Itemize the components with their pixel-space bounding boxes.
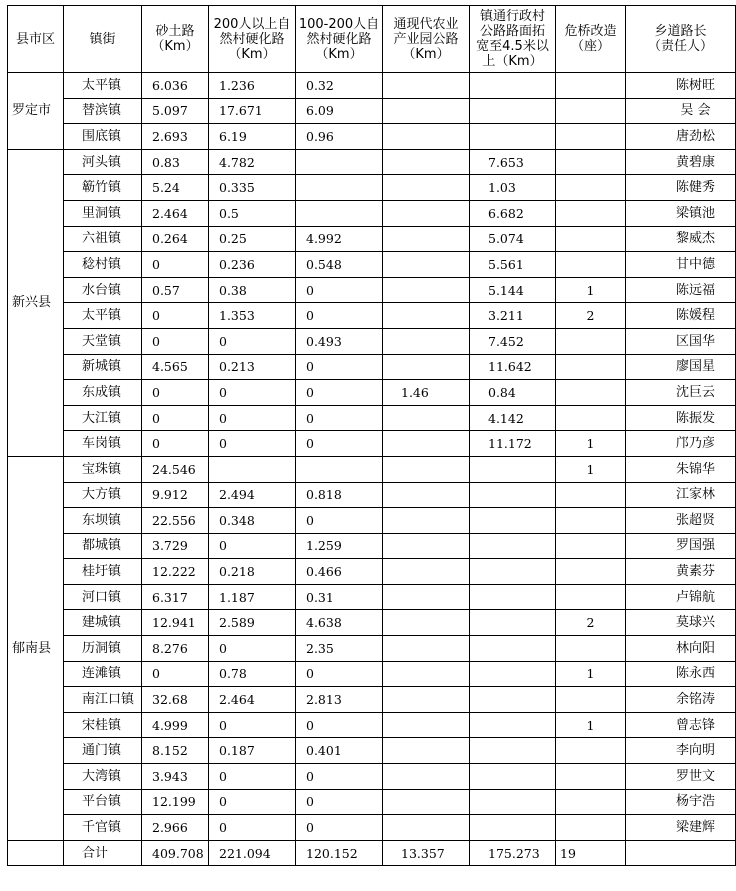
widen-cell — [470, 98, 556, 124]
sand-cell: 12.941 — [142, 610, 209, 636]
town-cell: 通门镇 — [64, 738, 142, 764]
header-town: 镇街 — [64, 6, 142, 73]
over200-cell: 0.218 — [209, 559, 296, 585]
table-row — [8, 354, 736, 380]
widen-cell — [470, 687, 556, 713]
bridge-cell — [556, 252, 626, 278]
over200-cell — [209, 456, 296, 482]
town-cell: 车岗镇 — [64, 431, 142, 457]
sand-cell: 0 — [142, 380, 209, 406]
widen-cell — [470, 738, 556, 764]
chief-cell: 陈媛程 — [626, 303, 736, 329]
town-cell: 历洞镇 — [64, 636, 142, 662]
sand-cell: 6.317 — [142, 584, 209, 610]
widen-cell — [470, 456, 556, 482]
sand-cell: 32.68 — [142, 687, 209, 713]
over200-cell: 0.187 — [209, 738, 296, 764]
town-cell: 河头镇 — [64, 149, 142, 175]
sand-cell: 2.966 — [142, 815, 209, 841]
agri-cell — [383, 636, 470, 662]
town-cell: 簕竹镇 — [64, 175, 142, 201]
sand-cell: 0 — [142, 661, 209, 687]
r100-200-cell: 0.401 — [296, 738, 383, 764]
sand-cell: 0.57 — [142, 277, 209, 303]
county-cell: 新兴县 — [8, 149, 64, 456]
bridge-cell — [556, 226, 626, 252]
agri-cell — [383, 124, 470, 150]
agri-cell — [383, 482, 470, 508]
over200-cell: 0 — [209, 533, 296, 559]
agri-cell — [383, 431, 470, 457]
agri-cell — [383, 559, 470, 585]
sand-cell: 8.276 — [142, 636, 209, 662]
total-row — [8, 840, 736, 866]
widen-cell: 5.144 — [470, 277, 556, 303]
r100-200-cell: 0 — [296, 508, 383, 534]
widen-cell: 11.642 — [470, 354, 556, 380]
r100-200-cell: 0 — [296, 405, 383, 431]
bridge-cell: 1 — [556, 456, 626, 482]
widen-cell — [470, 764, 556, 790]
widen-cell: 1.03 — [470, 175, 556, 201]
bridge-cell — [556, 687, 626, 713]
agri-cell — [383, 584, 470, 610]
table-row — [8, 380, 736, 406]
r100-200-cell: 0.548 — [296, 252, 383, 278]
r100-200-cell: 2.35 — [296, 636, 383, 662]
town-cell: 大江镇 — [64, 405, 142, 431]
agri-cell — [383, 712, 470, 738]
chief-cell: 邝乃彦 — [626, 431, 736, 457]
bridge-cell: 2 — [556, 610, 626, 636]
agri-cell — [383, 252, 470, 278]
agri-cell — [383, 533, 470, 559]
chief-cell: 杨宇浩 — [626, 789, 736, 815]
bridge-cell — [556, 175, 626, 201]
over200-cell: 0.335 — [209, 175, 296, 201]
r100-200-cell: 0.818 — [296, 482, 383, 508]
widen-cell — [470, 559, 556, 585]
total-county-cell — [8, 840, 64, 866]
over200-cell: 2.464 — [209, 687, 296, 713]
r100-200-cell: 0.96 — [296, 124, 383, 150]
chief-cell: 张超贤 — [626, 508, 736, 534]
town-cell: 太平镇 — [64, 303, 142, 329]
table-row — [8, 738, 736, 764]
bridge-cell — [556, 98, 626, 124]
header-road-widening: 镇通行政村 公路路面拓 宽至4.5米以 上（Km） — [470, 6, 556, 73]
table-row — [8, 456, 736, 482]
widen-cell — [470, 533, 556, 559]
widen-cell: 5.561 — [470, 252, 556, 278]
sand-cell: 12.199 — [142, 789, 209, 815]
town-cell: 都城镇 — [64, 533, 142, 559]
over200-cell: 17.671 — [209, 98, 296, 124]
over200-cell: 0 — [209, 764, 296, 790]
header-row — [8, 6, 736, 73]
over200-cell: 1.236 — [209, 73, 296, 99]
county-cell: 罗定市 — [8, 73, 64, 150]
widen-cell: 6.682 — [470, 200, 556, 226]
r100-200-cell: 1.259 — [296, 533, 383, 559]
agri-cell — [383, 789, 470, 815]
chief-cell: 沈巨云 — [626, 380, 736, 406]
table-row — [8, 252, 736, 278]
table-row — [8, 328, 736, 354]
agri-cell: 1.46 — [383, 380, 470, 406]
agri-cell — [383, 73, 470, 99]
table-row — [8, 303, 736, 329]
over200-cell: 2.494 — [209, 482, 296, 508]
widen-cell — [470, 584, 556, 610]
table-row — [8, 712, 736, 738]
r100-200-cell: 0.493 — [296, 328, 383, 354]
total-sand: 409.708 — [142, 840, 209, 866]
header-bridge-repair: 危桥改造 （座） — [556, 6, 626, 73]
town-cell: 天堂镇 — [64, 328, 142, 354]
r100-200-cell: 0 — [296, 764, 383, 790]
agri-cell — [383, 226, 470, 252]
header-agri-park-road: 通现代农业 产业园公路 （Km） — [383, 6, 470, 73]
table-row — [8, 687, 736, 713]
town-cell: 里洞镇 — [64, 200, 142, 226]
table-row — [8, 73, 736, 99]
chief-cell: 罗世文 — [626, 764, 736, 790]
bridge-cell — [556, 149, 626, 175]
table-row — [8, 149, 736, 175]
bridge-cell — [556, 533, 626, 559]
table-row — [8, 764, 736, 790]
bridge-cell — [556, 73, 626, 99]
agri-cell — [383, 764, 470, 790]
sand-cell: 2.464 — [142, 200, 209, 226]
sand-cell: 24.546 — [142, 456, 209, 482]
bridge-cell — [556, 764, 626, 790]
agri-cell — [383, 303, 470, 329]
chief-cell: 林向阳 — [626, 636, 736, 662]
chief-cell: 甘中德 — [626, 252, 736, 278]
table-row — [8, 508, 736, 534]
bridge-cell: 1 — [556, 431, 626, 457]
sand-cell: 0.83 — [142, 149, 209, 175]
r100-200-cell: 0 — [296, 712, 383, 738]
over200-cell: 2.589 — [209, 610, 296, 636]
sand-cell: 5.24 — [142, 175, 209, 201]
agri-cell — [383, 98, 470, 124]
table-row — [8, 277, 736, 303]
r100-200-cell: 2.813 — [296, 687, 383, 713]
over200-cell: 0.213 — [209, 354, 296, 380]
sand-cell: 2.693 — [142, 124, 209, 150]
bridge-cell — [556, 508, 626, 534]
chief-cell: 曾志锋 — [626, 712, 736, 738]
table-row — [8, 98, 736, 124]
town-cell: 平台镇 — [64, 789, 142, 815]
bridge-cell — [556, 328, 626, 354]
agri-cell — [383, 508, 470, 534]
widen-cell: 11.172 — [470, 431, 556, 457]
widen-cell: 7.452 — [470, 328, 556, 354]
table-row — [8, 815, 736, 841]
chief-cell: 朱锦华 — [626, 456, 736, 482]
over200-cell: 0.5 — [209, 200, 296, 226]
bridge-cell — [556, 789, 626, 815]
table-row — [8, 226, 736, 252]
agri-cell — [383, 456, 470, 482]
r100-200-cell: 0 — [296, 303, 383, 329]
bridge-cell — [556, 482, 626, 508]
town-cell: 千官镇 — [64, 815, 142, 841]
town-cell: 太平镇 — [64, 73, 142, 99]
r100-200-cell: 0 — [296, 789, 383, 815]
over200-cell: 0 — [209, 636, 296, 662]
table-row — [8, 610, 736, 636]
chief-cell: 陈振发 — [626, 405, 736, 431]
over200-cell: 0 — [209, 405, 296, 431]
town-cell: 连滩镇 — [64, 661, 142, 687]
total-chief — [626, 840, 736, 866]
sand-cell: 3.729 — [142, 533, 209, 559]
bridge-cell — [556, 354, 626, 380]
r100-200-cell — [296, 200, 383, 226]
sand-cell: 4.999 — [142, 712, 209, 738]
chief-cell: 唐劲松 — [626, 124, 736, 150]
chief-cell: 黎威杰 — [626, 226, 736, 252]
sand-cell: 3.943 — [142, 764, 209, 790]
agri-cell — [383, 200, 470, 226]
agri-cell — [383, 354, 470, 380]
widen-cell — [470, 789, 556, 815]
table-row — [8, 175, 736, 201]
table-row — [8, 661, 736, 687]
chief-cell: 廖国星 — [626, 354, 736, 380]
over200-cell: 0.348 — [209, 508, 296, 534]
total-bridge: 19 — [556, 840, 626, 866]
bridge-cell — [556, 559, 626, 585]
sand-cell: 9.912 — [142, 482, 209, 508]
bridge-cell — [556, 124, 626, 150]
chief-cell: 李向明 — [626, 738, 736, 764]
header-road-chief: 乡道路长 （责任人） — [626, 6, 736, 73]
r100-200-cell: 0.466 — [296, 559, 383, 585]
chief-cell: 陈健秀 — [626, 175, 736, 201]
agri-cell — [383, 661, 470, 687]
sand-cell: 0 — [142, 431, 209, 457]
r100-200-cell: 0.32 — [296, 73, 383, 99]
widen-cell — [470, 482, 556, 508]
agri-cell — [383, 610, 470, 636]
town-cell: 东成镇 — [64, 380, 142, 406]
agri-cell — [383, 738, 470, 764]
table-row — [8, 789, 736, 815]
widen-cell: 7.653 — [470, 149, 556, 175]
over200-cell: 0.38 — [209, 277, 296, 303]
widen-cell — [470, 73, 556, 99]
chief-cell: 吴 会 — [626, 98, 736, 124]
bridge-cell — [556, 200, 626, 226]
bridge-cell: 2 — [556, 303, 626, 329]
town-cell: 稔村镇 — [64, 252, 142, 278]
table-row — [8, 533, 736, 559]
bridge-cell — [556, 380, 626, 406]
r100-200-cell: 0.31 — [296, 584, 383, 610]
chief-cell: 黄素芬 — [626, 559, 736, 585]
widen-cell — [470, 712, 556, 738]
sand-cell: 4.565 — [142, 354, 209, 380]
over200-cell: 0.25 — [209, 226, 296, 252]
over200-cell: 0.236 — [209, 252, 296, 278]
r100-200-cell — [296, 175, 383, 201]
sand-cell: 5.097 — [142, 98, 209, 124]
town-cell: 东坝镇 — [64, 508, 142, 534]
header-county: 县市区 — [8, 6, 64, 73]
r100-200-cell: 0 — [296, 277, 383, 303]
over200-cell: 1.353 — [209, 303, 296, 329]
town-cell: 南江口镇 — [64, 687, 142, 713]
chief-cell: 陈永西 — [626, 661, 736, 687]
over200-cell: 0 — [209, 380, 296, 406]
chief-cell: 梁镇池 — [626, 200, 736, 226]
county-cell: 郁南县 — [8, 456, 64, 840]
table-row — [8, 584, 736, 610]
header-over200-village: 200人以上自 然村硬化路 （Km） — [209, 6, 296, 73]
r100-200-cell: 4.992 — [296, 226, 383, 252]
bridge-cell — [556, 738, 626, 764]
total-widen: 175.273 — [470, 840, 556, 866]
widen-cell — [470, 815, 556, 841]
table-row — [8, 636, 736, 662]
widen-cell: 4.142 — [470, 405, 556, 431]
chief-cell: 卢锦航 — [626, 584, 736, 610]
chief-cell: 莫球兴 — [626, 610, 736, 636]
agri-cell — [383, 687, 470, 713]
agri-cell — [383, 405, 470, 431]
total-agri: 13.357 — [383, 840, 470, 866]
widen-cell: 3.211 — [470, 303, 556, 329]
widen-cell: 5.074 — [470, 226, 556, 252]
town-cell: 桂圩镇 — [64, 559, 142, 585]
sand-cell: 12.222 — [142, 559, 209, 585]
town-cell: 围底镇 — [64, 124, 142, 150]
sand-cell: 0 — [142, 252, 209, 278]
agri-cell — [383, 815, 470, 841]
header-sand-road: 砂土路 （Km） — [142, 6, 209, 73]
bridge-cell — [556, 405, 626, 431]
widen-cell — [470, 508, 556, 534]
bridge-cell: 1 — [556, 277, 626, 303]
r100-200-cell: 0 — [296, 661, 383, 687]
sand-cell: 0 — [142, 303, 209, 329]
table-row — [8, 405, 736, 431]
bridge-cell: 1 — [556, 661, 626, 687]
over200-cell: 0 — [209, 815, 296, 841]
agri-cell — [383, 175, 470, 201]
town-cell: 大湾镇 — [64, 764, 142, 790]
widen-cell — [470, 124, 556, 150]
table-row — [8, 431, 736, 457]
chief-cell: 梁建辉 — [626, 815, 736, 841]
widen-cell — [470, 610, 556, 636]
agri-cell — [383, 149, 470, 175]
over200-cell: 0.78 — [209, 661, 296, 687]
table-row — [8, 482, 736, 508]
r100-200-cell: 6.09 — [296, 98, 383, 124]
chief-cell: 江家林 — [626, 482, 736, 508]
sand-cell: 22.556 — [142, 508, 209, 534]
r100-200-cell: 4.638 — [296, 610, 383, 636]
r100-200-cell: 0 — [296, 815, 383, 841]
town-cell: 替滨镇 — [64, 98, 142, 124]
over200-cell: 6.19 — [209, 124, 296, 150]
bridge-cell: 1 — [556, 712, 626, 738]
over200-cell: 0 — [209, 712, 296, 738]
widen-cell: 0.84 — [470, 380, 556, 406]
bridge-cell — [556, 636, 626, 662]
bridge-cell — [556, 815, 626, 841]
r100-200-cell: 0 — [296, 431, 383, 457]
town-cell: 大方镇 — [64, 482, 142, 508]
over200-cell: 0 — [209, 328, 296, 354]
chief-cell: 罗国强 — [626, 533, 736, 559]
over200-cell: 0 — [209, 789, 296, 815]
chief-cell: 区国华 — [626, 328, 736, 354]
road-summary-table — [7, 5, 736, 866]
town-cell: 六祖镇 — [64, 226, 142, 252]
over200-cell: 1.187 — [209, 584, 296, 610]
sand-cell: 6.036 — [142, 73, 209, 99]
chief-cell: 黄碧康 — [626, 149, 736, 175]
over200-cell: 4.782 — [209, 149, 296, 175]
widen-cell — [470, 661, 556, 687]
r100-200-cell: 0 — [296, 380, 383, 406]
town-cell: 宋桂镇 — [64, 712, 142, 738]
agri-cell — [383, 277, 470, 303]
widen-cell — [470, 636, 556, 662]
sand-cell: 0.264 — [142, 226, 209, 252]
town-cell: 宝珠镇 — [64, 456, 142, 482]
sand-cell: 0 — [142, 405, 209, 431]
town-cell: 建城镇 — [64, 610, 142, 636]
header-100-200-village: 100-200人自 然村硬化路 （Km） — [296, 6, 383, 73]
table-row — [8, 124, 736, 150]
total-100-200: 120.152 — [296, 840, 383, 866]
chief-cell: 陈树旺 — [626, 73, 736, 99]
total-over200: 221.094 — [209, 840, 296, 866]
table-row — [8, 200, 736, 226]
r100-200-cell: 0 — [296, 354, 383, 380]
chief-cell: 余铭涛 — [626, 687, 736, 713]
r100-200-cell — [296, 149, 383, 175]
sand-cell: 0 — [142, 328, 209, 354]
agri-cell — [383, 328, 470, 354]
sand-cell: 8.152 — [142, 738, 209, 764]
r100-200-cell — [296, 456, 383, 482]
over200-cell: 0 — [209, 431, 296, 457]
chief-cell: 陈远福 — [626, 277, 736, 303]
town-cell: 水台镇 — [64, 277, 142, 303]
bridge-cell — [556, 584, 626, 610]
table-row — [8, 559, 736, 585]
town-cell: 新城镇 — [64, 354, 142, 380]
total-label: 合计 — [64, 840, 142, 866]
town-cell: 河口镇 — [64, 584, 142, 610]
